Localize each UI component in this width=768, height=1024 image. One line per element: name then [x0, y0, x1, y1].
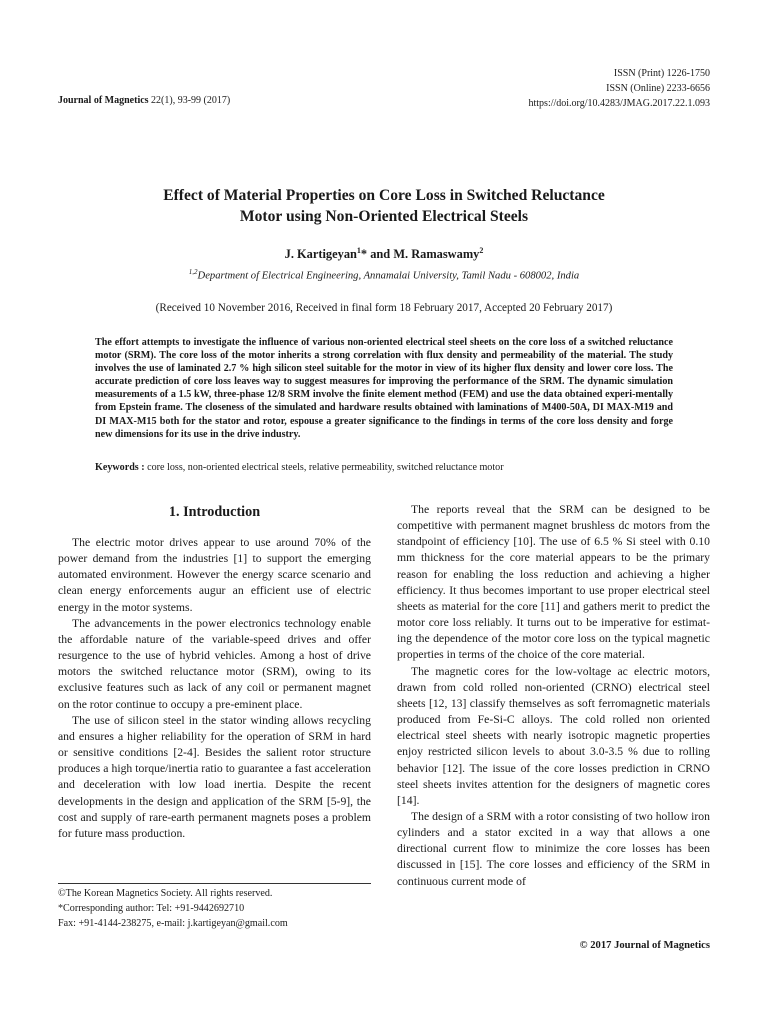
- right-column: [397, 502, 710, 890]
- footnote-contact: Fax: +91-4144-238275, e-mail: j.kartigeyan@gmail.com: [58, 918, 288, 929]
- author-2: M. Ramaswamy: [393, 247, 480, 262]
- author-list: [58, 246, 710, 262]
- issn-doi-block: [529, 66, 711, 111]
- journal-ref: 22(1), 93-99 (2017): [148, 95, 231, 106]
- paper-title: [58, 185, 710, 227]
- journal-citation: [58, 95, 230, 106]
- left-column: [58, 504, 371, 842]
- affiliation-mark: 1,2: [188, 268, 198, 276]
- keywords-list: core loss, non-oriented electrical steels, relative permeability, switched reluctance motor: [144, 462, 504, 473]
- issn-print: ISSN (Print) 1226-1750: [613, 68, 710, 79]
- abstract: The effort attempts to investigate the influence of various non-oriented electrical steel sheets on the core loss of a switched reluctance motor (SRM). The core loss of the motor inherits a strong correlation with flux density and permeability of the material. The study involves the use of laminated 2.7 % high silicon steel suitable for the motor in view of its higher flux density and lower core loss. The accurate prediction of core loss leaves way to suggest measures for improving the performance of the SRM. The dynamic simulation measurements of a 1.5 kW, three-phase 12/8 SRM involve the finite element method (FEM) and use the data obtained experi-mentally from Epstein frame. The closeness of the simulated and hardware results obtained with laminations of M400-50A, DI MAX-M19 and DI MAX-M15 both for the stator and rotor, espouse a greater significance to the findings in terms of the core loss density and forge new dimensions for its use in the drive industry.: [95, 337, 673, 440]
- page-copyright: © 2017 Journal of Magnetics: [579, 940, 710, 951]
- intro-paragraph: The electric motor drives appear to use around 70% of the power demand from the industries [1] to support the emerging automated environment. However the energy scarce scenario and clean energy enforcements augur an efficient use of electric energy in the motor systems.: [58, 536, 371, 614]
- intro-paragraph: The advancements in the power electronics technology enable the affordable nature of the variable-speed drives and offer resurgence to the use of hybrid vehicles. Among a host of drive motors the switched reluctance motor (SRM), owing to its exclusive features such as lack of any coil or permanent magnet on the rotor continue to occupy a pre-eminent place.: [58, 616, 371, 711]
- author-separator: and: [367, 247, 394, 262]
- author-1-affil-mark: 1: [356, 246, 361, 255]
- doi-link[interactable]: https://doi.org/10.4283/JMAG.2017.22.1.093: [528, 98, 710, 109]
- keywords-label: Keywords :: [95, 462, 145, 473]
- intro-paragraph: The design of a SRM with a rotor consisting of two hollow iron cylinders and a stator excited in a way that allows a one directional current flow to minimize the core losses has been discussed in [15]. The core losses and efficiency of the SRM in continuous current mode of: [397, 809, 710, 888]
- intro-paragraph: The reports reveal that the SRM can be designed to be competitive with permanent magnet brushless dc motors from the standpoint of efficiency [10]. The use of 6.5 % Si steel with 0.10 mm thickness for the core material appears to be the primary reason for enabling the loss reduction and achieving a higher efficiency. It thus becomes important to use proper electrical steel sheets as material for the core [11] and gathers merit to predict the motor core loss reliably. It turns out to be imperative for estimat-ing the dependence of the motor core loss on the typical magnetic properties in terms of the choice of the core material.: [397, 503, 710, 662]
- intro-paragraph: The use of silicon steel in the stator winding allows recycling and ensures a higher reliability for the operation of SRM in hard or sensitive conditions [2-4]. Besides the salient rotor structure produces a high torque/inertia ratio to guarantee a fast acceleration and deceleration with low load inertia. Despite the recent developments in the design and application of the SRM [5-9], the cost and supply of rare-earth permanent magnets poses a problem for future mass production.: [58, 713, 371, 840]
- footnote-corresponding: *Corresponding author: Tel: +91-9442692710: [58, 903, 245, 914]
- footnote-copyright: ©The Korean Magnetics Society. All rights reserved.: [58, 888, 273, 899]
- intro-paragraph: The magnetic cores for the low-voltage ac electric motors, drawn from cold rolled non-oriented (CRNO) electrical steel sheets [12, 13] classify themselves as soft ferromagnetic materials produced from Fe-Si-C alloys. The cold rolled non oriented electrical steel sheets with nearly isotropic magnetic properties enjoy restricted silicon levels to about 3.0-3.5 % due to rolling behavior [12]. The issue of the core losses prediction in CRNO steel sheets invites attention for the designers of magnetic cores [14].: [397, 664, 710, 807]
- affiliation-text: Department of Electrical Engineering, Annamalai University, Tamil Nadu - 608002, India: [197, 270, 580, 282]
- author-2-affil-mark: 2: [479, 246, 484, 255]
- section-heading-introduction: 1. Introduction: [168, 504, 261, 520]
- footnote: [58, 883, 371, 931]
- author-1: J. Kartigeyan: [284, 247, 357, 262]
- title-line-1: Effect of Material Properties on Core Loss in Switched Reluctance: [163, 187, 605, 204]
- issn-online: ISSN (Online) 2233-6656: [606, 83, 710, 94]
- corresponding-mark: *: [360, 247, 368, 262]
- keywords: [95, 462, 673, 473]
- affiliation: [58, 268, 710, 282]
- received-dates: (Received 10 November 2016, Received in final form 18 February 2017, Accepted 20 February 2017): [155, 302, 613, 314]
- journal-name: Journal of Magnetics: [58, 95, 149, 106]
- title-line-2: Motor using Non-Oriented Electrical Steels: [239, 208, 529, 225]
